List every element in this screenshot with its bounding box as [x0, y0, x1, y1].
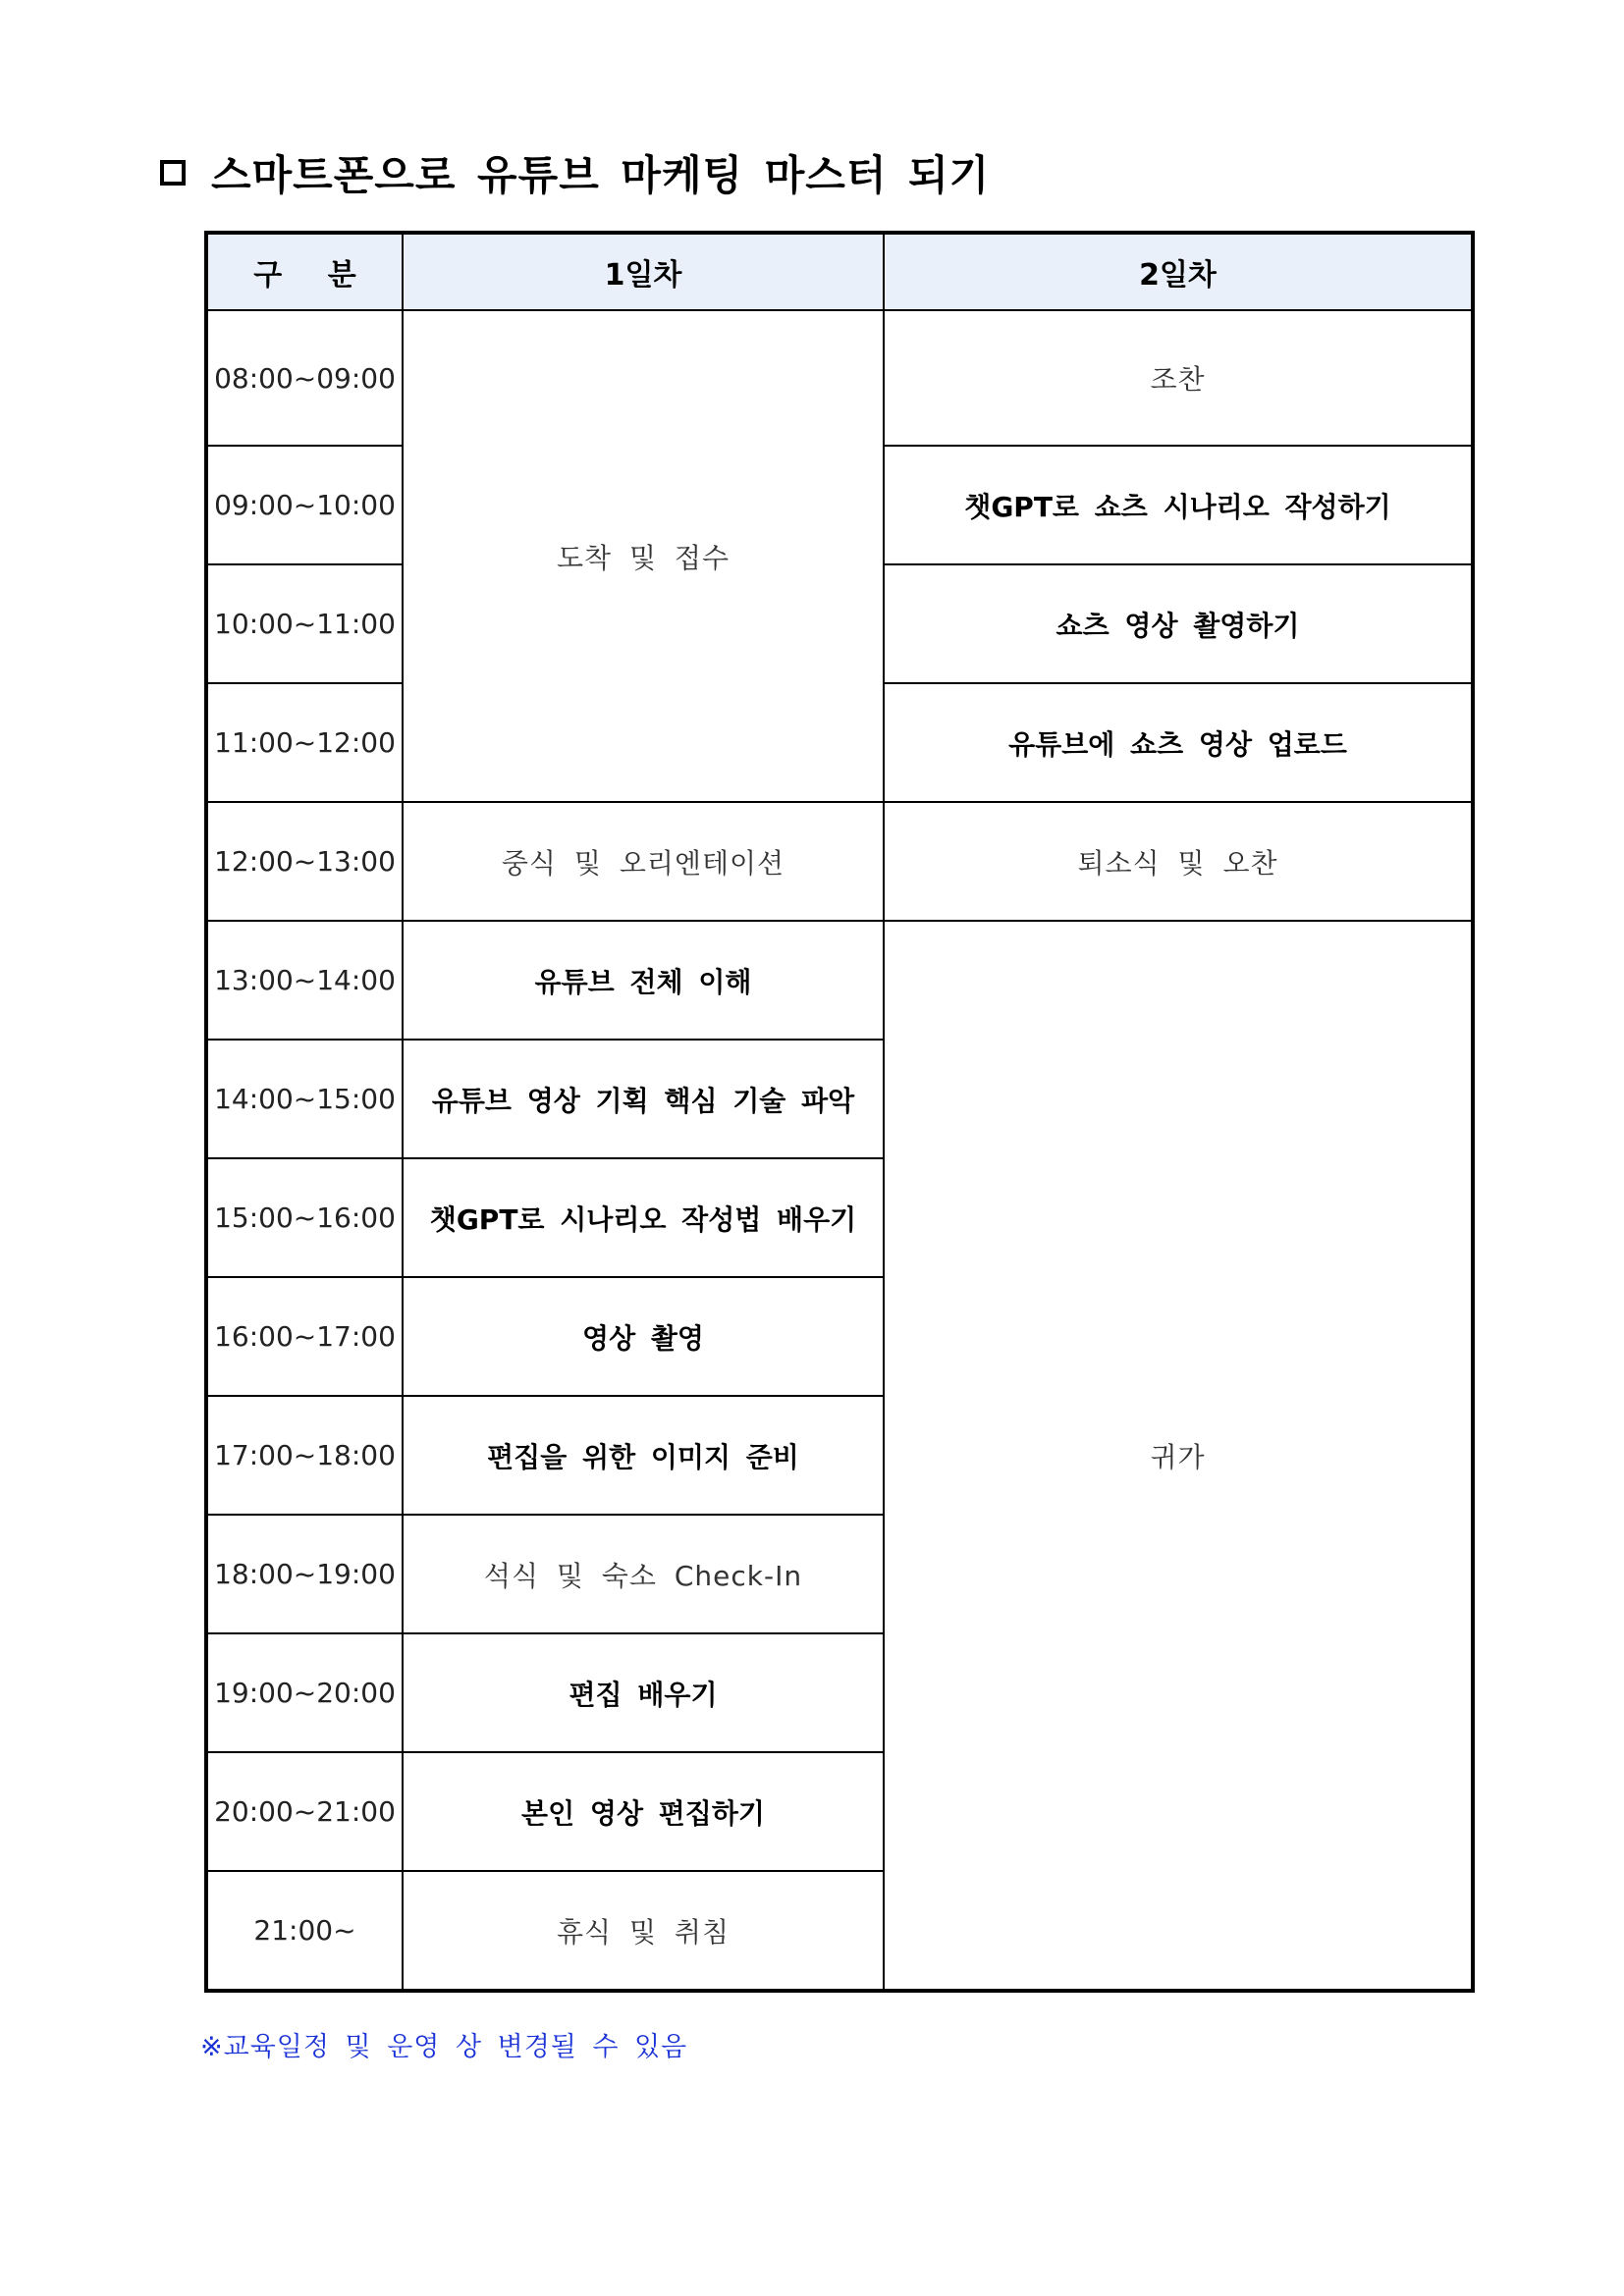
header-day2: 2일차 [884, 233, 1473, 310]
day1-session-cell: 유튜브 전체 이해 [403, 921, 884, 1040]
day1-session-cell: 유튜브 영상 기획 핵심 기술 파악 [403, 1040, 884, 1158]
time-cell: 16:00~17:00 [206, 1277, 403, 1396]
time-cell: 17:00~18:00 [206, 1396, 403, 1515]
checkbox-square-icon [160, 160, 186, 186]
time-cell: 21:00~ [206, 1871, 403, 1991]
day2-return-cell: 귀가 [884, 921, 1473, 1991]
time-cell: 14:00~15:00 [206, 1040, 403, 1158]
header-row [206, 233, 1473, 310]
day1-lunch-cell: 중식 및 오리엔테이션 [403, 802, 884, 921]
day2-session-cell: 유튜브에 쇼츠 영상 업로드 [884, 683, 1473, 802]
time-cell: 10:00~11:00 [206, 564, 403, 683]
header-day1: 1일차 [403, 233, 884, 310]
time-cell: 12:00~13:00 [206, 802, 403, 921]
day1-session-cell: 챗GPT로 시나리오 작성법 배우기 [403, 1158, 884, 1277]
time-cell: 08:00~09:00 [206, 310, 403, 446]
day2-breakfast-cell: 조찬 [884, 310, 1473, 446]
table-row [206, 310, 1473, 446]
day1-session-cell: 편집을 위한 이미지 준비 [403, 1396, 884, 1515]
day1-dinner-cell: 석식 및 숙소 Check-In [403, 1515, 884, 1633]
page-title-text: 스마트폰으로 유튜브 마케팅 마스터 되기 [211, 151, 991, 199]
time-cell: 09:00~10:00 [206, 446, 403, 564]
time-cell: 20:00~21:00 [206, 1752, 403, 1871]
time-cell: 19:00~20:00 [206, 1633, 403, 1752]
day2-checkout-cell: 퇴소식 및 오찬 [884, 802, 1473, 921]
schedule-table [204, 231, 1475, 1993]
time-cell: 18:00~19:00 [206, 1515, 403, 1633]
day2-session-cell: 챗GPT로 쇼츠 시나리오 작성하기 [884, 446, 1473, 564]
day2-session-cell: 쇼츠 영상 촬영하기 [884, 564, 1473, 683]
day1-session-cell: 영상 촬영 [403, 1277, 884, 1396]
time-cell: 15:00~16:00 [206, 1158, 403, 1277]
day1-session-cell: 본인 영상 편집하기 [403, 1752, 884, 1871]
time-cell: 13:00~14:00 [206, 921, 403, 1040]
page-title [160, 145, 990, 200]
day1-rest-cell: 휴식 및 취침 [403, 1871, 884, 1991]
time-cell: 11:00~12:00 [206, 683, 403, 802]
day1-arrival-cell: 도착 및 접수 [403, 310, 884, 802]
schedule-note: ※교육일정 및 운영 상 변경될 수 있음 [200, 2032, 688, 2062]
table-row [206, 802, 1473, 921]
day1-session-cell: 편집 배우기 [403, 1633, 884, 1752]
header-category: 구 분 [206, 233, 403, 310]
table-row [206, 921, 1473, 1040]
